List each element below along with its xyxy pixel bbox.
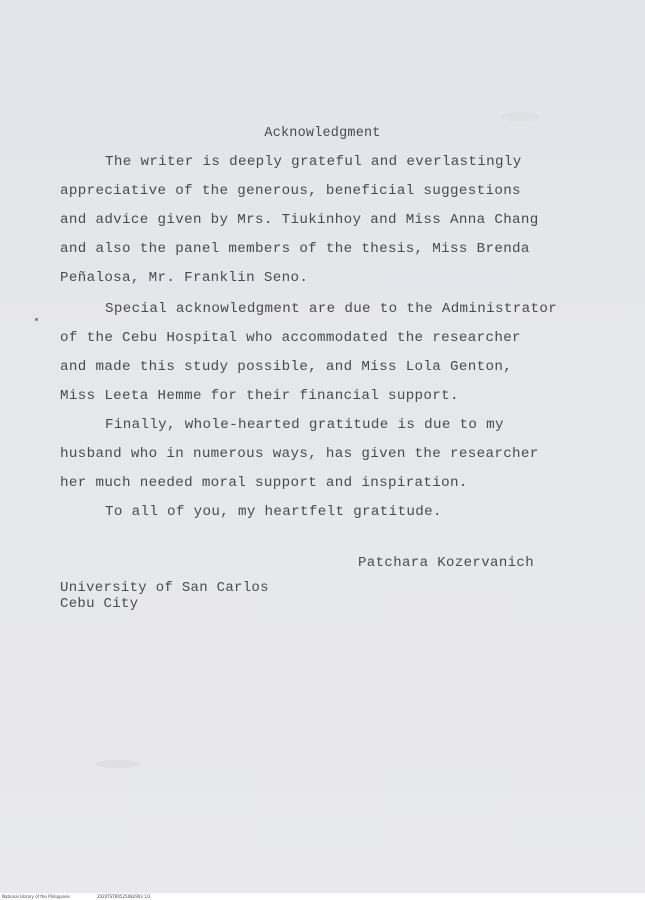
paragraph-1-line: Peñalosa, Mr. Franklin Seno. <box>60 270 309 286</box>
address-block <box>60 580 269 612</box>
scan-footer <box>0 893 645 900</box>
paper-speck <box>35 318 38 321</box>
paper-stain <box>95 760 140 768</box>
signature: Patchara Kozervanich <box>358 555 535 571</box>
paragraph-2-line: Special acknowledgment are due to the Administrator <box>105 301 558 317</box>
paragraph-1-line: The writer is deeply grateful and everlastingly <box>105 154 522 170</box>
paragraph-3-line: her much needed moral support and inspiration. <box>60 475 468 491</box>
address-line: University of San Carlos <box>60 580 269 596</box>
footer-id: 2020TSTR0525082903 1/2 <box>97 894 151 899</box>
paragraph-1-line: appreciative of the generous, beneficial suggestions <box>60 183 521 199</box>
address-line: Cebu City <box>60 596 139 612</box>
paragraph-2-line: Miss Leeta Hemme for their financial support. <box>60 388 459 404</box>
paragraph-1-line: and advice given by Mrs. Tiukinhoy and Miss Anna Chang <box>60 212 539 228</box>
paragraph-2-line: and made this study possible, and Miss Lola Genton, <box>60 359 513 375</box>
paragraph-3-line: Finally, whole-hearted gratitude is due to my <box>105 417 504 433</box>
paragraph-4-line: To all of you, my heartfelt gratitude. <box>105 504 442 520</box>
page-title: Acknowledgment <box>264 126 381 141</box>
paragraph-2-line: of the Cebu Hospital who accommodated the researcher <box>60 330 521 346</box>
paragraph-1-line: and also the panel members of the thesis, Miss Brenda <box>60 241 530 257</box>
paragraph-3-line: husband who in numerous ways, has given the researcher <box>60 446 539 462</box>
paper-stain <box>500 112 540 122</box>
footer-source: National Library of the Philippines <box>2 894 70 899</box>
